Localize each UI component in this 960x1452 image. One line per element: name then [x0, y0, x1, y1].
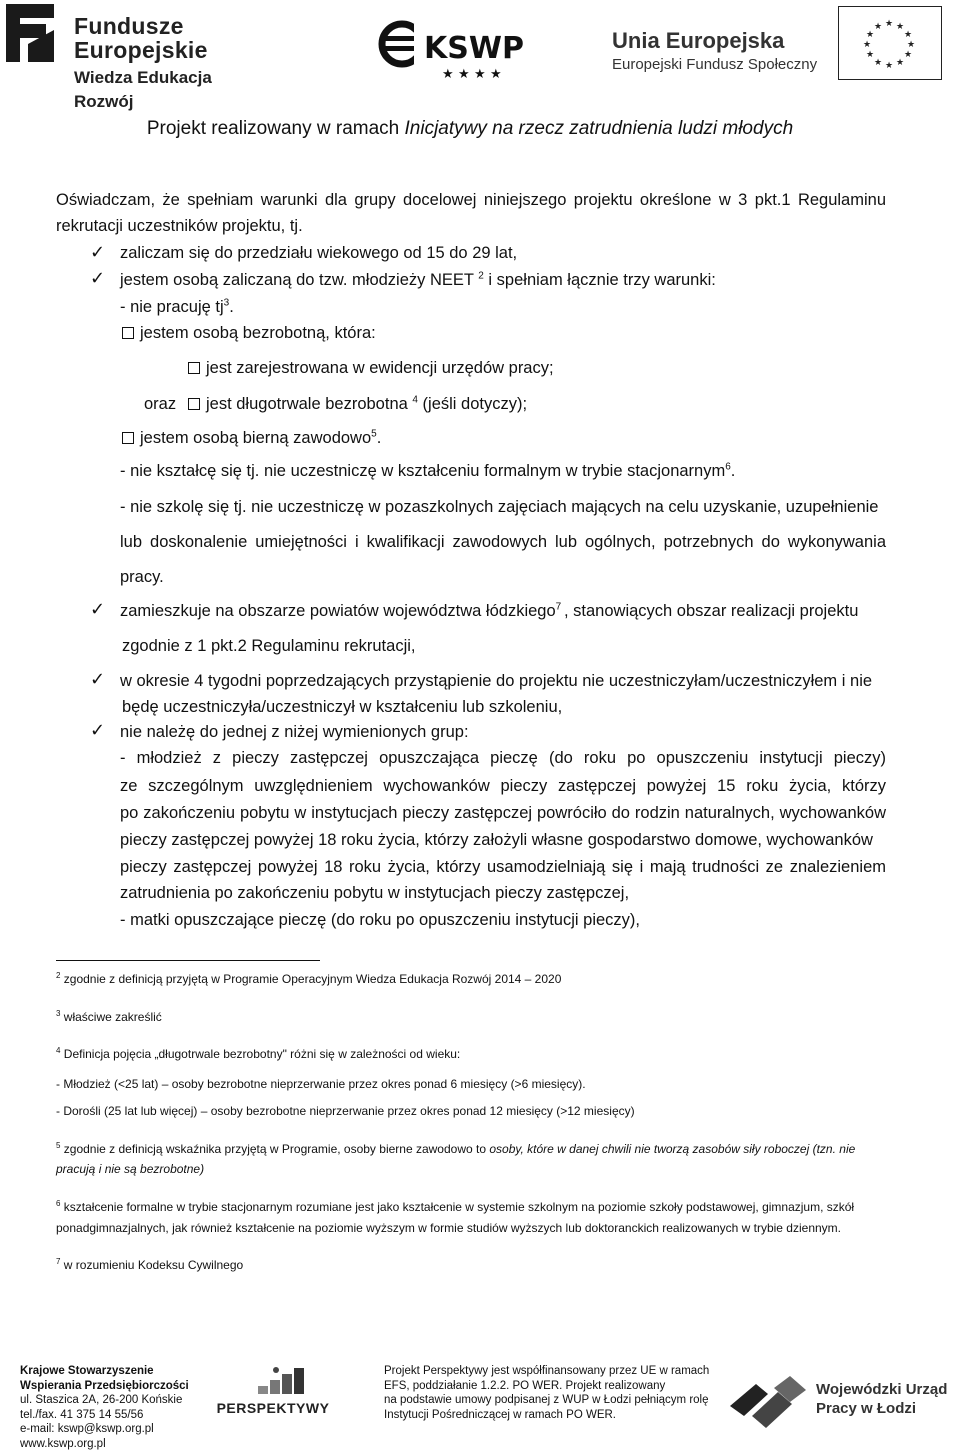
- long-term-option: jest długotrwale bezrobotna $^4$ (jeśli dotyczy);: [188, 394, 527, 414]
- checkmark-icon: ✓: [90, 268, 106, 288]
- project-title: [0, 118, 940, 140]
- wup-mark-icon: [726, 1376, 812, 1428]
- checkbox-icon[interactable]: [188, 398, 200, 410]
- checkbox-icon[interactable]: [122, 327, 134, 339]
- ue-line-1: Unia Europejska: [612, 28, 785, 53]
- footnote-6: $^6$ kształcenie formalne w trybie stacjonarnym rozumiane jest jako kształcenie w systemie szkolnym na poziomie szkoły podstawowej, gimnazjum, szkół: [56, 1199, 855, 1214]
- svg-text:★: ★: [474, 67, 486, 82]
- perspektywy-logo: [214, 1360, 332, 1420]
- no-training-1: - nie szkolę się tj. nie uczestniczę w pozaszkolnych zajęciach mających na celu uzyskanie, uzupełnienie: [120, 498, 879, 516]
- ue-line-2: Europejski Fundusz Społeczny: [612, 56, 818, 73]
- kswp-logo-icon: [372, 20, 544, 82]
- fe-line-2: Europejskie: [74, 37, 208, 63]
- svg-text:★: ★: [906, 40, 916, 50]
- fundusze-europejskie-logo: [6, 4, 266, 111]
- no-work: - nie pracuję $tj^3$.: [120, 297, 234, 316]
- perspektywy-text: PERSPEKTYWY: [216, 1400, 330, 1416]
- footnote-4-a: - Młodzież (<25 lat) – osoby bezrobotne nieprzerwanie przez okres ponad 6 miesięcy (>6 miesięcy).: [56, 1077, 586, 1091]
- footnote-6-cont: ponadgimnazjalnych, jak również kształcenie na poziomie wyższym w formie studiów wyższych lub doktoranckich realizowanych w trybie dziennym.: [56, 1221, 841, 1235]
- live-line-1a: zamieszkuje na obszarze powiatów województwa łódzkiego$^7$: [120, 601, 562, 620]
- live-line-2: zgodnie z 1 pkt.2 Regulaminu rekrutacji,: [122, 637, 416, 655]
- footnote-2: $^2$ zgodnie z definicją przyjętą w Programie Operacyjnym Wiedza Edukacja Rozwój 2014 – 2020: [56, 971, 562, 986]
- inactive-option: jestem osobą bierną zawodowo$^5$.: [122, 428, 381, 448]
- svg-text:★: ★: [458, 67, 470, 82]
- checkmark-icon: ✓: [90, 720, 106, 740]
- group-line-3: po zakończeniu pobytu w instytucjach pieczy zastępczej powróciło do rodzin naturalnych, wychowanków: [120, 804, 886, 822]
- svg-text:★: ★: [884, 19, 894, 29]
- kswp-logo: [372, 20, 544, 82]
- no-training-2: lub doskonalenie umiejętności i kwalifikacji zawodowych lub ogólnych, potrzebnych do wykonywania: [120, 533, 886, 551]
- eu-flag-icon: [838, 6, 942, 80]
- checkmark-icon: ✓: [90, 242, 106, 262]
- footer-project: Projekt Perspektywy jest współfinansowany przez UE w ramach EFS, poddziałanie 1.2.2. PO WER. Projekt realizowany na podstawie umowy podpisanej z WUP w Łodzi pełniącym rolę Instytucji Pośredniczącej w ramach PO WER.: [384, 1365, 710, 1421]
- oraz-label: oraz: [144, 395, 177, 413]
- checkmark-icon: ✓: [90, 599, 106, 619]
- group-line-7: - matki opuszczające pieczę (do roku po opuszczeniu instytucji pieczy),: [120, 911, 640, 929]
- checkmark-icon: ✓: [90, 669, 106, 689]
- svg-text:★: ★: [903, 50, 913, 60]
- svg-text:★: ★: [895, 22, 905, 32]
- svg-text:★: ★: [442, 67, 454, 82]
- footnote-3: $^3$ właściwe zakreślić: [56, 1009, 162, 1024]
- svg-text:★: ★: [873, 58, 883, 68]
- wup-line-1: Wojewódzki Urząd: [816, 1381, 948, 1398]
- period-line-2: będę uczestniczyła/uczestniczył w kształceniu lub szkoleniu,: [122, 698, 563, 716]
- period-line-1: w okresie 4 tygodni poprzedzających przystąpienie do projektu nie uczestniczyłam/uczestniczyłem i nie: [120, 672, 873, 690]
- perspektywy-steps-icon: [214, 1360, 332, 1400]
- kswp-text: KSWP: [424, 31, 524, 66]
- group-line-1: - młodzież z pieczy zastępczej opuszczająca pieczę (do roku po opuszczeniu instytucji pieczy): [120, 749, 886, 767]
- group-heading: nie należę do jednej z niżej wymienionych grup:: [120, 723, 469, 741]
- footnote-5-cont: pracują i nie są bezrobotne): [56, 1162, 205, 1176]
- footnote-4-b: - Dorośli (25 lat lub więcej) – osoby bezrobotne nieprzerwanie przez okres ponad 12 miesięcy (>12 miesięcy): [56, 1104, 635, 1118]
- unia-europejska-logo: [612, 28, 817, 76]
- footnote-7: $^7$ w rozumieniu Kodeksu Cywilnego: [56, 1257, 244, 1272]
- svg-text:★: ★: [862, 40, 872, 50]
- unemployed-option: jestem osobą bezrobotną, która:: [122, 323, 376, 343]
- intro-line-2: rekrutacji uczestników projektu, tj.: [56, 217, 303, 235]
- registered-option: jest zarejestrowana w ewidencji urzędów pracy;: [188, 358, 554, 378]
- project-title-italic: Inicjatywy na rzecz zatrudnienia ludzi młodych: [404, 118, 794, 139]
- project-title-plain: Projekt realizowany w ramach: [146, 118, 405, 139]
- fe-line-3: Wiedza Edukacja Rozwój: [74, 68, 212, 111]
- footnote-5: $^5$ zgodnie z definicją wskaźnika przyjętą w Programie, osoby bierne zawodowo to osoby, które w danej chwili nie tworzą zasobów siły roboczej (tzn. nie: [56, 1141, 856, 1156]
- intro-line-1: Oświadczam, że spełniam warunki dla grupy docelowej niniejszego projektu określone w 3 pkt.1 Regulaminu: [56, 191, 886, 209]
- checkbox-icon[interactable]: [188, 362, 200, 374]
- group-line-4: pieczy zastępczej powyżej 18 roku życia, którzy założyli własne gospodarstwo domowe, wychowanków: [120, 831, 873, 849]
- group-line-5: pieczy zastępczej powyżej 18 roku życia, którzy usamodzielniają się i mają trudności ze znalezieniem: [120, 858, 886, 876]
- svg-text:★: ★: [884, 61, 894, 71]
- footnote-divider: [56, 960, 320, 961]
- fe-line-1: Fundusze: [74, 13, 184, 39]
- footer-org: Krajowe Stowarzyszenie Wspierania Przedsiębiorczości ul. Staszica 2A, 26-200 Końskie tel./fax. 41 375 14 55/56 e-mail: kswp@kswp.org.pl www.kswp.org.pl: [20, 1365, 189, 1450]
- group-line-2: ze szczególnym uwzględnieniem wychowanków pieczy zastępczej powyżej 15 roku życia, którzy: [120, 777, 886, 795]
- wup-line-2: Pracy w Łodzi: [816, 1400, 917, 1417]
- svg-text:★: ★: [903, 30, 913, 40]
- check-neet: jestem osobą zaliczaną do tzw. młodzieży NEET $^2$ i spełniam łącznie trzy warunki:: [120, 270, 716, 289]
- check-age: zaliczam się do przedziału wiekowego od 15 do 29 lat,: [120, 244, 518, 262]
- wup-logo: [726, 1376, 958, 1432]
- fundusze-europejskie-mark-icon: [6, 4, 54, 62]
- group-line-6: zatrudnienia po zakończeniu pobytu w instytucjach pieczy zastępczej,: [120, 884, 630, 902]
- svg-text:★: ★: [895, 58, 905, 68]
- footnote-4: $^4$ Definicja pojęcia „długotrwale bezrobotny" różni się w zależności od wieku:: [56, 1046, 461, 1061]
- svg-text:★: ★: [490, 67, 502, 82]
- checkbox-icon[interactable]: [122, 432, 134, 444]
- svg-text:★: ★: [873, 22, 883, 32]
- svg-text:★: ★: [865, 50, 875, 60]
- svg-text:★: ★: [865, 30, 875, 40]
- no-education: - nie kształcę się tj. nie uczestniczę w kształceniu formalnym w trybie stacjonarnym$^6$.: [120, 461, 736, 480]
- no-training-3: pracy.: [120, 568, 164, 586]
- live-line-1b: , stanowiących obszar realizacji projektu: [564, 602, 859, 620]
